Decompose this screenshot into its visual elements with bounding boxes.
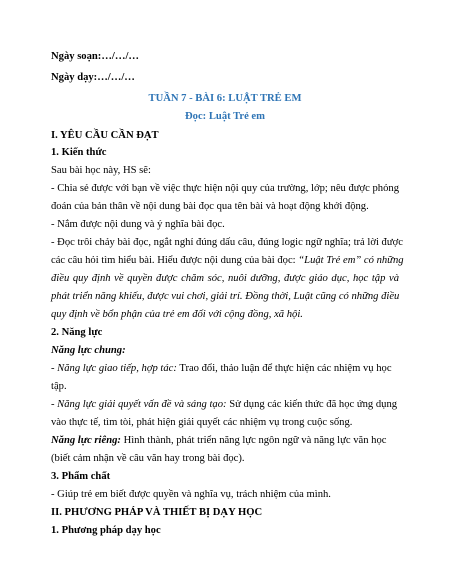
nang-luc-rieng: Năng lực riêng: Hình thành, phát triển năng lực ngôn ngữ và năng lực văn học — [51, 435, 387, 446]
kien-thuc-bullet-3-line-1: - Đọc trôi chảy bài đọc, ngắt nghỉ đúng dấu câu, đúng logic ngữ nghĩa; trả lời được — [51, 237, 403, 248]
nang-luc-heading: 2. Năng lực — [51, 327, 103, 338]
lesson-subtitle: Đọc: Luật Trẻ em — [185, 111, 265, 122]
kien-thuc-bullet-1-line-2: đoán của bản thân về nội dung bài đọc qua tên bài và hoạt động khởi động. — [51, 201, 369, 212]
nang-luc-giao-tiep: - Năng lực giao tiếp, hợp tác: Trao đổi, thảo luận để thực hiện các nhiệm vụ học — [51, 363, 392, 374]
nang-luc-giao-tiep-line-2: tập. — [51, 381, 67, 392]
nang-luc-giai-quyet: - Năng lực giải quyết vấn đề và sáng tạo: Sử dụng các kiến thức đã học ứng dụng — [51, 399, 398, 410]
kien-thuc-bullet-2: - Nắm được nội dung và ý nghĩa bài đọc. — [51, 219, 225, 230]
kien-thuc-bullet-1-line-1: - Chia sẻ được với bạn về việc thực hiện nội quy của trường, lớp; nêu được phỏng — [51, 183, 399, 194]
pham-chat-heading: 3. Phẩm chất — [51, 471, 111, 482]
kien-thuc-intro: Sau bài học này, HS sẽ: — [51, 165, 151, 176]
nang-luc-giai-quyet-line-2: vào thực tế, tìm tòi, phát hiện giải quyết các nhiệm vụ trong cuộc sống. — [51, 417, 353, 428]
lesson-title: TUẦN 7 - BÀI 6: LUẬT TRẺ EM — [148, 93, 302, 104]
nang-luc-chung-label: Năng lực chung: — [51, 345, 126, 356]
kien-thuc-bullet-3-line-3: điều quy định về quyền được chăm sóc, nuôi dưỡng, được giáo dục, học tập và — [51, 273, 399, 284]
pham-chat-bullet-1: - Giúp trẻ em biết được quyền và nghĩa vụ, trách nhiệm của mình. — [51, 489, 331, 500]
ngay-soan: Ngày soạn:…/…/… — [51, 51, 139, 62]
ngay-day: Ngày dạy:…/…/… — [51, 72, 135, 83]
kien-thuc-bullet-3-line-4: phát triển năng khiếu, được vui chơi, giải trí. Đồng thời, Luật cũng có những điều — [51, 291, 400, 302]
phuong-phap-heading: 1. Phương pháp dạy học — [51, 525, 161, 536]
kien-thuc-bullet-3-line-5: quy định về bổn phận của trẻ em đối với cộng đồng, xã hội. — [51, 309, 303, 320]
kien-thuc-heading: 1. Kiến thức — [51, 147, 107, 158]
nang-luc-rieng-line-2: (biết cảm nhận về câu văn hay trong bài đọc). — [51, 453, 245, 464]
section-1-heading: I. YÊU CẦU CẦN ĐẠT — [51, 130, 159, 141]
section-2-heading: II. PHƯƠNG PHÁP VÀ THIẾT BỊ DẠY HỌC — [51, 507, 263, 518]
kien-thuc-bullet-3-line-2: các câu hỏi tìm hiểu bài. Hiểu được nội dung của bài đọc: “Luật Trẻ em” có những — [51, 255, 404, 266]
